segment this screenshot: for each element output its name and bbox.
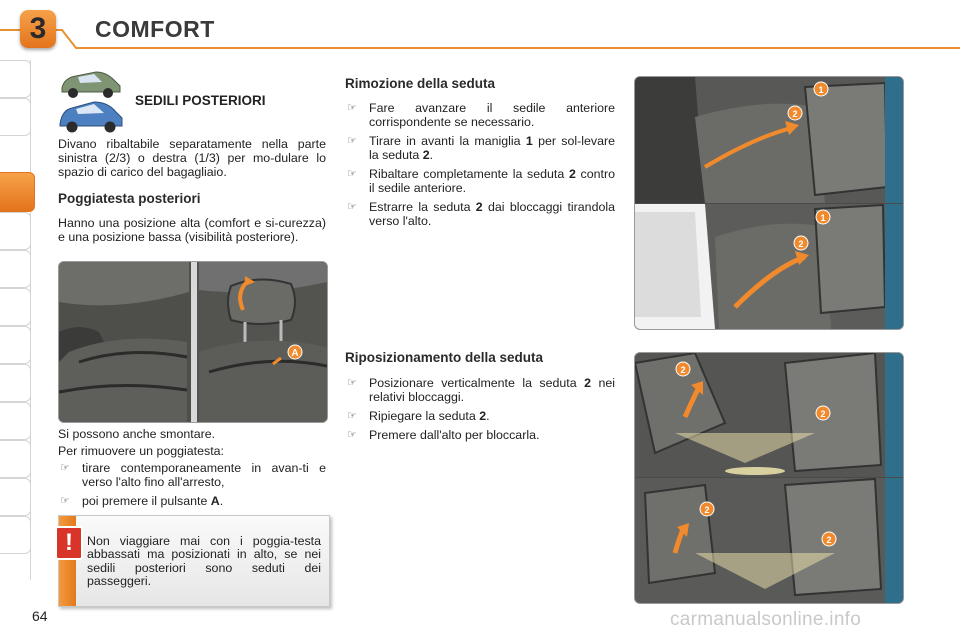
callout-2-label-f: 2 — [826, 535, 832, 545]
chapter-tab-1[interactable] — [0, 60, 31, 98]
seat-repositioning-svg — [635, 353, 903, 603]
seat-removal-illustration — [634, 76, 904, 330]
hand-pointer-icon: ☞ — [347, 410, 357, 422]
chapter-tab-5[interactable] — [0, 250, 31, 288]
repos-step-3-text: Premere dall'alto per bloccarla. — [369, 428, 540, 442]
seat-2-label: 2 — [422, 148, 430, 162]
button-A-label: A — [210, 494, 220, 508]
remove-step-2-text: poi premere il pulsante — [82, 494, 211, 508]
seat-2-label: 2 — [568, 167, 576, 181]
callout-2-label-c: 2 — [680, 365, 686, 375]
seat-2-label: 2 — [584, 376, 591, 390]
hand-pointer-icon: ☞ — [347, 377, 357, 389]
chapter-tab-11[interactable] — [0, 478, 31, 516]
chapter-tab-8[interactable] — [0, 364, 31, 402]
hand-pointer-icon: ☞ — [347, 201, 357, 213]
chapter-tabs — [0, 60, 40, 580]
chapter-tab-3-active[interactable] — [0, 172, 35, 212]
callout-2-label-b: 2 — [798, 239, 804, 249]
seat-repositioning-illustration — [634, 352, 904, 604]
repos-step-1-post: nei relativi bloccaggi. — [369, 376, 615, 404]
headrest-illustration-svg — [59, 262, 327, 422]
headrest-illustration — [58, 261, 328, 423]
chapter-tab-12[interactable] — [0, 516, 31, 554]
remove-text-1: Si possono anche smontare. — [58, 427, 216, 441]
chapter-tab-10[interactable] — [0, 440, 31, 478]
seat-removal-svg — [635, 77, 903, 329]
removal-step-4-post: dai bloccaggi tirandola verso l'alto. — [369, 200, 615, 228]
seat-2-label: 2 — [479, 409, 487, 423]
page-number: 64 — [32, 608, 48, 624]
repos-step-1 — [345, 376, 615, 404]
callout-1-label-b: 1 — [820, 213, 826, 223]
remove-step-1-text: tirare contemporaneamente in avan-ti e verso l'alto fino all'arresto, — [82, 461, 326, 489]
chapter-number-badge: 3 — [20, 10, 56, 48]
chapter-tab-7[interactable] — [0, 326, 31, 364]
chapter-tab-6[interactable] — [0, 288, 31, 326]
repositioning-steps-list — [345, 376, 615, 447]
callout-A-label: A — [291, 348, 299, 359]
callout-2-label-d: 2 — [820, 409, 826, 419]
hand-pointer-icon: ☞ — [347, 168, 357, 180]
hand-pointer-icon: ☞ — [347, 135, 357, 147]
remove-steps-list — [58, 461, 326, 513]
car-variants-icon — [58, 64, 128, 134]
repos-step-2-post: . — [486, 409, 490, 423]
repos-step-2-pre: Ripiegare la seduta — [369, 409, 480, 423]
remove-step-2 — [58, 494, 326, 508]
hand-pointer-icon: ☞ — [347, 102, 357, 114]
chapter-tab-9[interactable] — [0, 402, 31, 440]
handle-1-label: 1 — [525, 134, 533, 148]
warning-exclamation-icon: ! — [55, 526, 83, 560]
removal-step-2 — [345, 134, 615, 162]
car-green-icon — [62, 72, 120, 98]
repositioning-heading: Riposizionamento della seduta — [345, 350, 544, 365]
removal-step-1 — [345, 101, 615, 129]
removal-step-3 — [345, 167, 615, 195]
removal-step-3-pre: Ribaltare completamente la seduta — [369, 167, 569, 181]
page-header — [0, 0, 960, 52]
removal-step-4-pre: Estrarre la seduta — [369, 200, 476, 214]
callout-2-label: 2 — [792, 109, 798, 119]
hand-pointer-icon: ☞ — [60, 495, 70, 507]
headrest-paragraph: Hanno una posizione alta (comfort e si-curezza) e una posizione bassa (visibilità posteriore). — [58, 216, 326, 244]
chapter-tab-4[interactable] — [0, 212, 31, 250]
callout-1-label: 1 — [818, 85, 824, 95]
removal-step-2-pre: Tirare in avanti la maniglia — [369, 134, 526, 148]
hand-pointer-icon: ☞ — [60, 462, 70, 474]
section-title: SEDILI POSTERIORI — [135, 93, 266, 108]
remove-step-1 — [58, 461, 326, 489]
repos-step-3 — [345, 428, 615, 442]
warning-box — [58, 515, 330, 607]
remove-step-2-end: . — [219, 494, 224, 508]
removal-step-4 — [345, 200, 615, 228]
chapter-title: COMFORT — [95, 16, 215, 42]
watermark-text: carmanualsonline.info — [670, 609, 862, 630]
removal-step-2-end: . — [429, 148, 434, 162]
removal-heading: Rimozione della seduta — [345, 76, 496, 91]
headrest-heading: Poggiatesta posteriori — [58, 191, 201, 206]
warning-text: Non viaggiare mai con i poggia-testa abbassati ma posizionati in alto, se nei sedili posteriori sono seduti dei passeggeri. — [87, 534, 321, 589]
hand-pointer-icon: ☞ — [347, 429, 357, 441]
seat-2-label: 2 — [475, 200, 483, 214]
intro-paragraph: Divano ribaltabile separatamente nella parte sinistra (2/3) o destra (1/3) per mo-dulare lo spazio di carico del bagagliaio. — [58, 137, 326, 179]
repos-step-2 — [345, 409, 615, 423]
chapter-tab-2[interactable] — [0, 98, 31, 136]
removal-step-1-text: Fare avanzare il sedile anteriore corrispondente se necessario. — [369, 101, 615, 129]
car-blue-icon — [60, 102, 122, 133]
removal-step-2-post: per sol-levare la seduta — [369, 134, 615, 162]
remove-text-2: Per rimuovere un poggiatesta: — [58, 444, 224, 458]
repos-step-1-pre: Posizionare verticalmente la seduta — [369, 376, 585, 390]
removal-step-3-post: contro il sedile anteriore. — [369, 167, 615, 195]
removal-steps-list — [345, 101, 615, 233]
callout-2-label-e: 2 — [704, 505, 710, 515]
